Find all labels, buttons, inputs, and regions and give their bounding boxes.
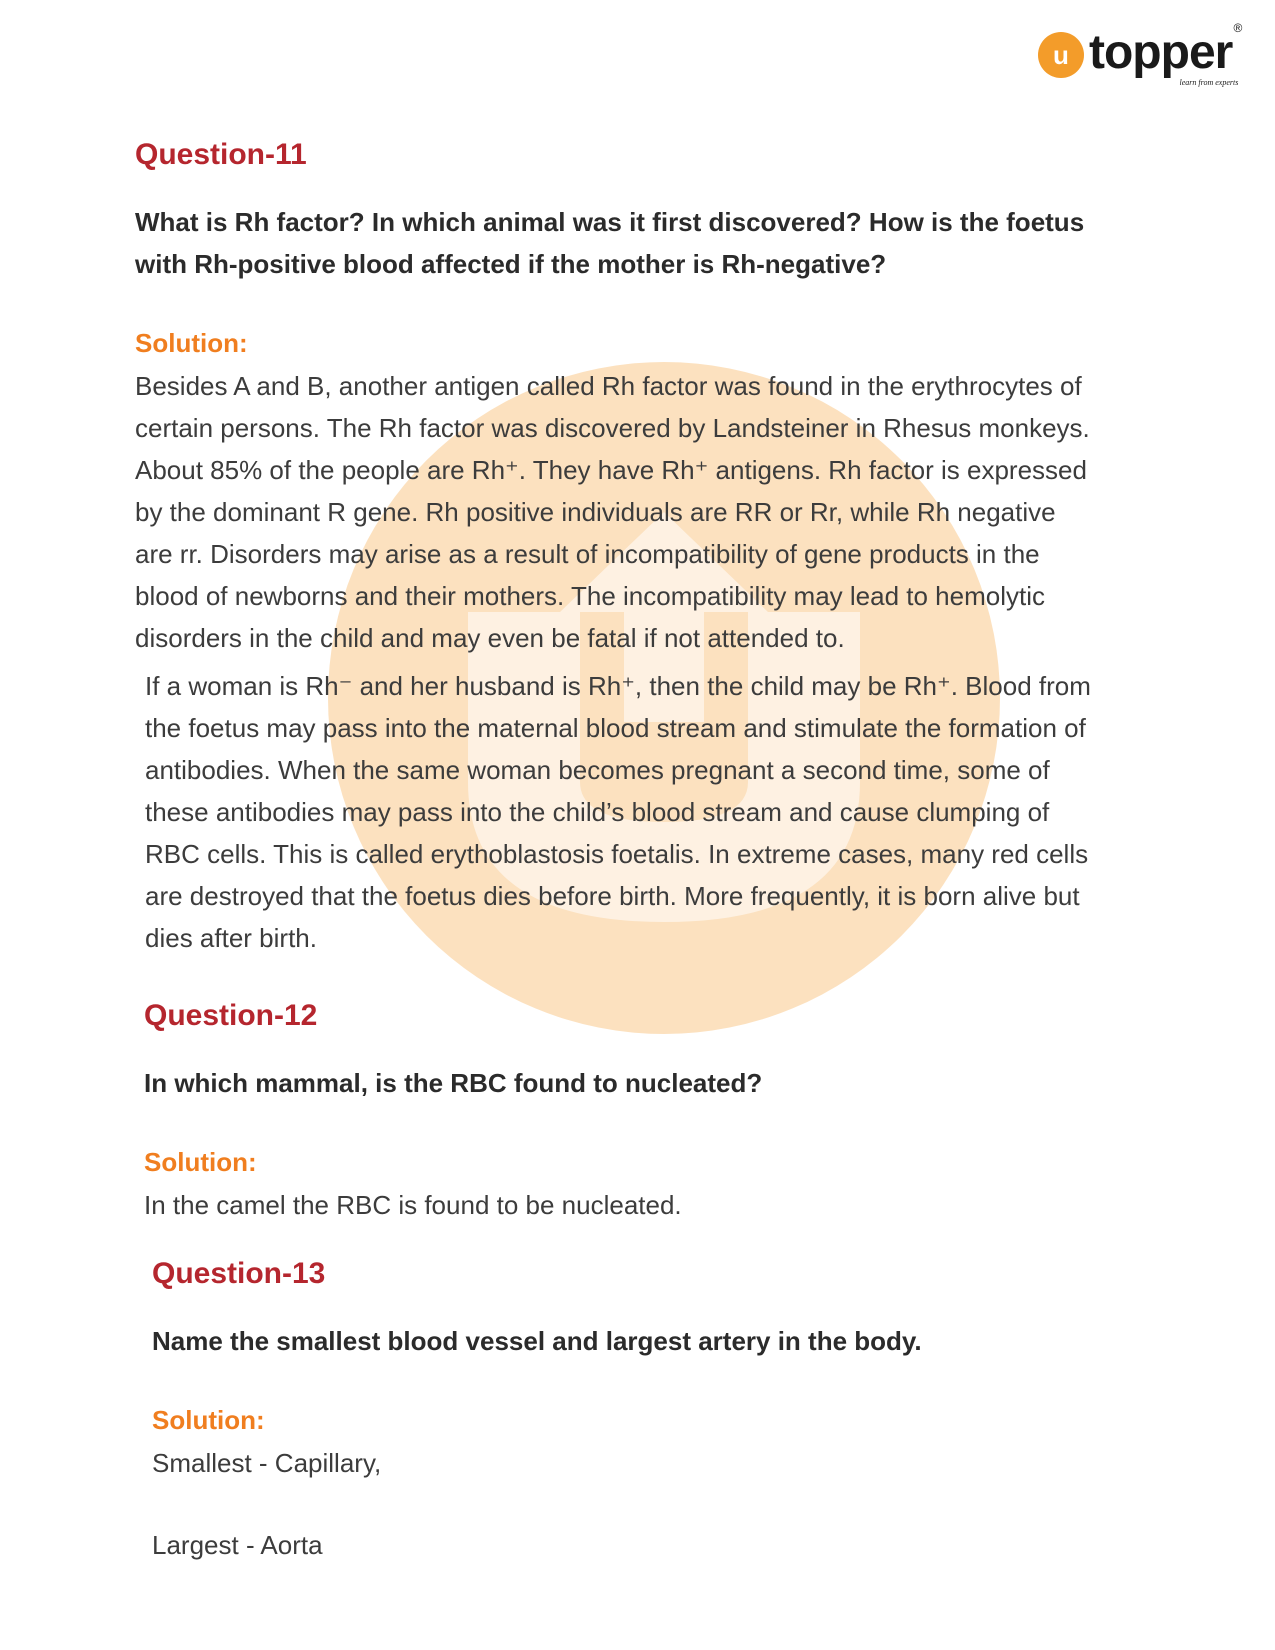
- logo-tagline: learn from experts: [1179, 78, 1239, 87]
- logo-letter: u: [1053, 40, 1069, 70]
- question-block-12: [144, 998, 1104, 1226]
- question-text: What is Rh factor? In which animal was it first discovered? How is the foetus with Rh-positive blood affected if the mother is Rh-negative?: [135, 207, 1085, 279]
- solution-paragraph: If a woman is Rh⁻ and her husband is Rh⁺, then the child may be Rh⁺. Blood from the foetus may pass into the maternal blood stream and stimulate the formation of antibodies. When the same woman becomes pregnant a second time, some of these antibodies may pass into the child’s blood stream and cause clumping of RBC cells. This is called erythoblastosis foetalis. In extreme cases, many red cells are destroyed that the foetus dies before birth. More frequently, it is born alive but dies after birth.: [145, 671, 1091, 953]
- solution-paragraph: Largest - Aorta: [152, 1530, 323, 1560]
- logo-name: topper: [1089, 26, 1233, 79]
- question-block-13: [152, 1256, 1112, 1566]
- solution-paragraph: Besides A and B, another antigen called Rh factor was found in the erythrocytes of certain persons. The Rh factor was discovered by Landsteiner in Rhesus monkeys. About 85% of the people are Rh⁺. They have Rh⁺ antigens. Rh factor is expressed by the dominant R gene. Rh positive individuals are RR or Rr, while Rh negative are rr. Disorders may arise as a result of incompatibility of gene products in the blood of newborns and their mothers. The incompatibility may lead to hemolytic disorders in the child and may even be fatal if not attended to.: [135, 371, 1090, 653]
- solution-paragraph: Smallest - Capillary,: [152, 1448, 382, 1478]
- brand-logo: [1038, 21, 1243, 87]
- registered-mark: ®: [1233, 21, 1243, 35]
- question-heading: Question-11: [135, 138, 307, 171]
- question-heading: Question-13: [152, 1257, 326, 1290]
- question-block-11: [135, 137, 1095, 959]
- solution-heading: Solution:: [144, 1147, 257, 1177]
- question-text: Name the smallest blood vessel and largest artery in the body.: [152, 1326, 922, 1356]
- solution-heading: Solution:: [152, 1405, 265, 1435]
- question-text: In which mammal, is the RBC found to nucleated?: [144, 1068, 763, 1098]
- topper-logo-icon: [1038, 32, 1084, 78]
- solution-paragraph: In the camel the RBC is found to be nucleated.: [144, 1190, 682, 1220]
- logo-wordmark: [1089, 21, 1243, 87]
- question-heading: Question-12: [144, 999, 318, 1032]
- solution-heading: Solution:: [135, 328, 248, 358]
